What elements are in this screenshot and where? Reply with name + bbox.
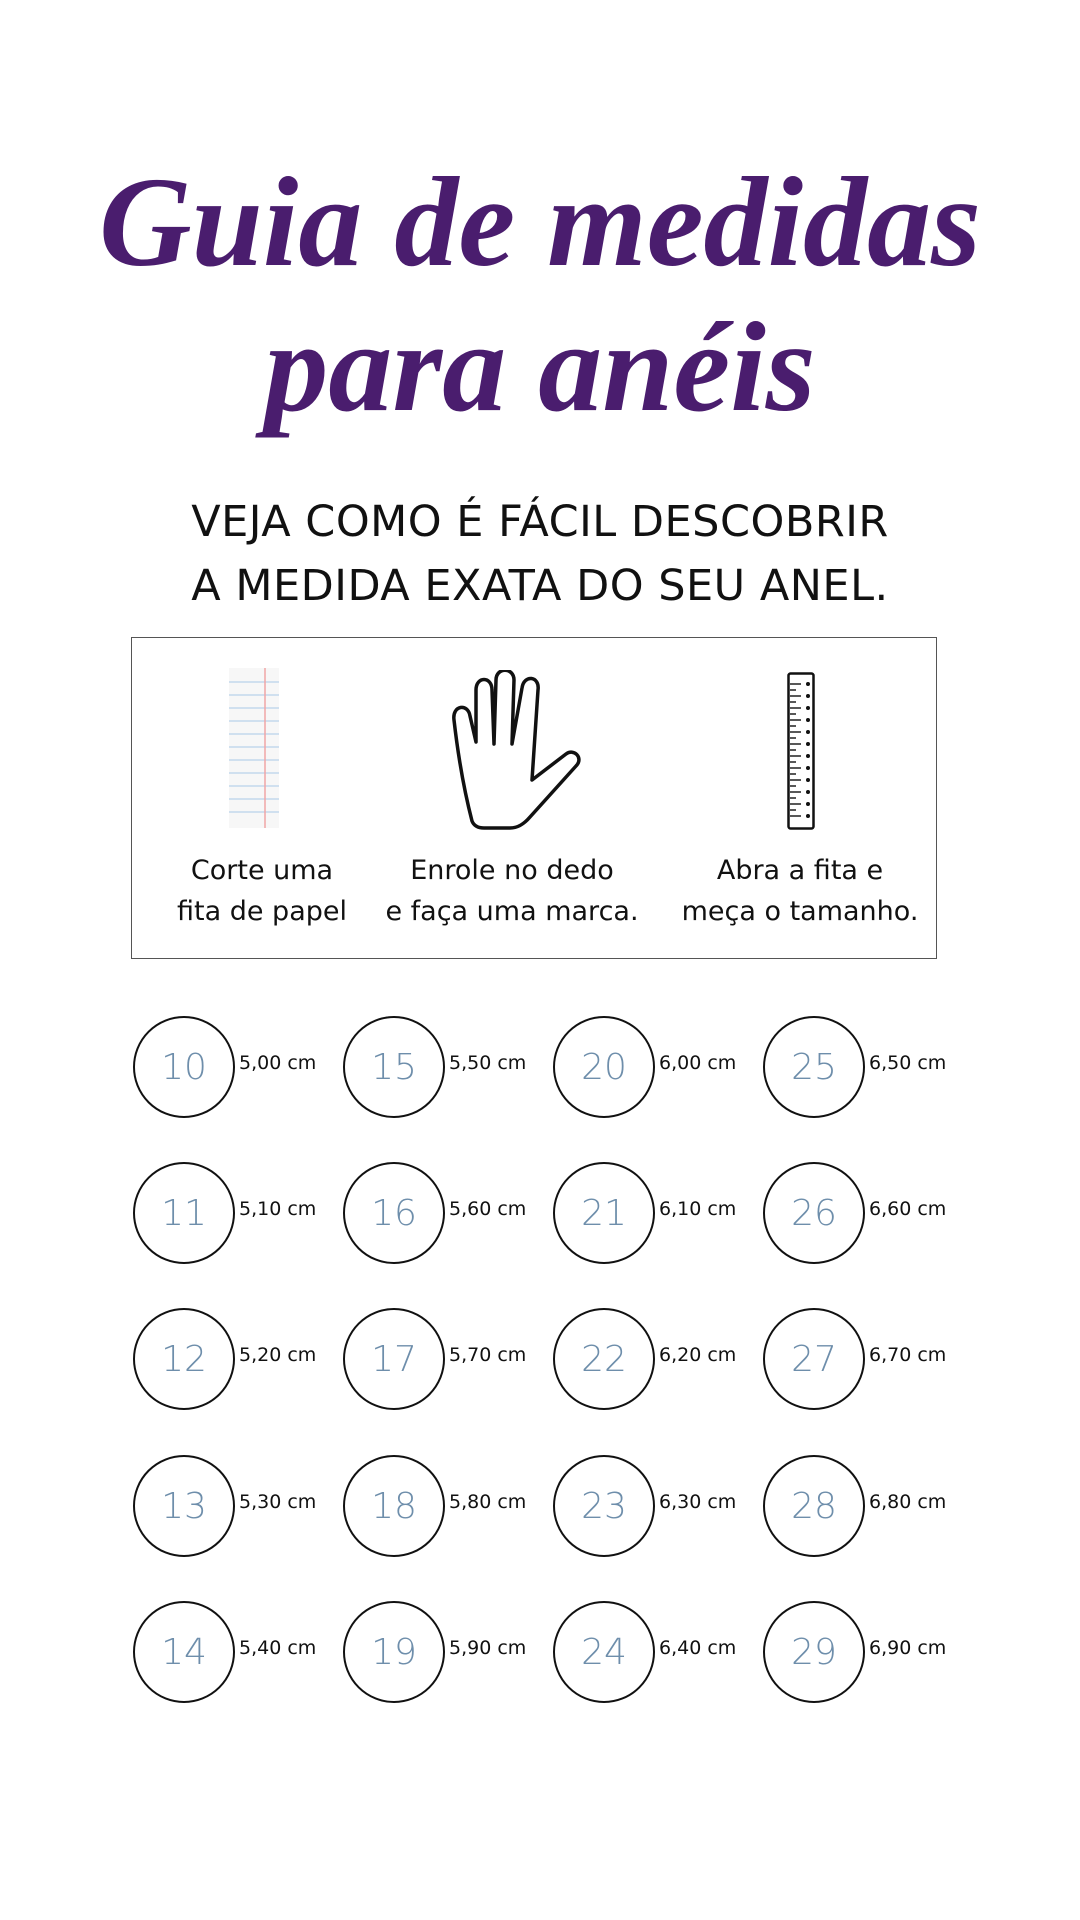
ring-size-cm-label: 5,50 cm: [449, 1052, 527, 1074]
ring-size-circle: 11: [133, 1162, 235, 1264]
ring-size-item: [343, 1601, 553, 1703]
ring-size-item: [133, 1601, 343, 1703]
ring-size-item: [133, 1162, 343, 1264]
ring-size-circle: 12: [133, 1308, 235, 1410]
ring-size-circle: 13: [133, 1455, 235, 1557]
title-line-1: Guia de medidas: [99, 151, 981, 293]
title-line-2: para anéis: [264, 296, 816, 438]
ring-size-item: [763, 1016, 973, 1118]
subtitle: [0, 490, 1080, 618]
ring-size-circle: 23: [553, 1455, 655, 1557]
paper-strip-icon: [229, 668, 279, 828]
ring-size-cm-label: 6,10 cm: [659, 1198, 737, 1220]
ring-size-cm-label: 5,00 cm: [239, 1052, 317, 1074]
ring-size-cm-label: 6,90 cm: [869, 1637, 947, 1659]
ring-size-cm-label: 5,70 cm: [449, 1344, 527, 1366]
ring-size-cm-label: 5,30 cm: [239, 1491, 317, 1513]
ring-size-circle: 27: [763, 1308, 865, 1410]
ring-size-circle: 29: [763, 1601, 865, 1703]
ring-size-cm-label: 6,20 cm: [659, 1344, 737, 1366]
ring-size-cm-label: 5,20 cm: [239, 1344, 317, 1366]
subtitle-line-1: VEJA COMO É FÁCIL DESCOBRIR: [191, 497, 889, 547]
ring-size-item: [133, 1308, 343, 1410]
ring-size-circle: 24: [553, 1601, 655, 1703]
ring-size-cm-label: 5,10 cm: [239, 1198, 317, 1220]
ring-size-cm-label: 5,80 cm: [449, 1491, 527, 1513]
hand-icon: [450, 670, 584, 830]
ring-size-circle: 19: [343, 1601, 445, 1703]
ring-size-item: [763, 1601, 973, 1703]
ring-size-circle: 25: [763, 1016, 865, 1118]
ring-size-item: [553, 1308, 763, 1410]
step-measure-caption: Abra a fita e meça o tamanho.: [681, 855, 919, 927]
ring-size-circle: 20: [553, 1016, 655, 1118]
ring-size-circle: 15: [343, 1016, 445, 1118]
ring-size-item: [133, 1455, 343, 1557]
ring-size-item: [343, 1308, 553, 1410]
ring-size-circle: 22: [553, 1308, 655, 1410]
ring-size-cm-label: 6,60 cm: [869, 1198, 947, 1220]
step-cut-paper: [132, 638, 392, 958]
ring-size-cm-label: 6,80 cm: [869, 1491, 947, 1513]
ring-size-cm-label: 5,90 cm: [449, 1637, 527, 1659]
page-title: [0, 150, 1080, 440]
ring-size-circle: 10: [133, 1016, 235, 1118]
ring-size-item: [553, 1016, 763, 1118]
step-wrap-finger: [382, 638, 642, 958]
ring-size-item: [553, 1162, 763, 1264]
ring-size-item: [763, 1455, 973, 1557]
ring-size-cm-label: 5,40 cm: [239, 1637, 317, 1659]
ring-size-item: [553, 1455, 763, 1557]
ring-size-cm-label: 6,70 cm: [869, 1344, 947, 1366]
ring-size-item: [553, 1601, 763, 1703]
ring-size-item: [343, 1162, 553, 1264]
ruler-icon: [787, 672, 815, 830]
ring-size-cm-label: 6,50 cm: [869, 1052, 947, 1074]
ring-size-item: [133, 1016, 343, 1118]
subtitle-line-2: A MEDIDA EXATA DO SEU ANEL.: [191, 561, 889, 611]
step-cut-paper-caption: Corte uma fita de papel: [177, 855, 347, 927]
ring-size-circle: 16: [343, 1162, 445, 1264]
ring-size-cm-label: 6,00 cm: [659, 1052, 737, 1074]
ring-size-item: [343, 1455, 553, 1557]
ring-size-circle: 18: [343, 1455, 445, 1557]
ring-size-cm-label: 5,60 cm: [449, 1198, 527, 1220]
ring-size-item: [763, 1162, 973, 1264]
step-measure: [662, 638, 938, 958]
instructions-box: [131, 637, 937, 959]
step-wrap-finger-caption: Enrole no dedo e faça uma marca.: [385, 855, 639, 927]
ring-size-item: [343, 1016, 553, 1118]
ring-size-circle: 14: [133, 1601, 235, 1703]
ring-size-cm-label: 6,40 cm: [659, 1637, 737, 1659]
ring-size-item: [763, 1308, 973, 1410]
ring-size-circle: 28: [763, 1455, 865, 1557]
ring-size-cm-label: 6,30 cm: [659, 1491, 737, 1513]
ring-size-circle: 17: [343, 1308, 445, 1410]
ring-size-circle: 26: [763, 1162, 865, 1264]
ring-size-circle: 21: [553, 1162, 655, 1264]
